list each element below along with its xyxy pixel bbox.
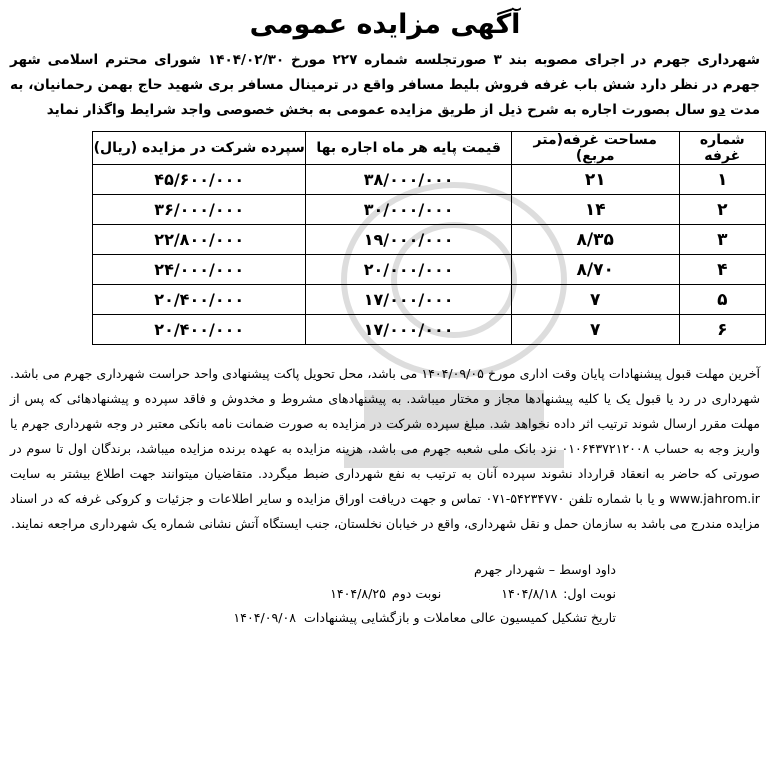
table-row xyxy=(93,315,766,345)
intro-paragraph xyxy=(4,48,766,123)
booth-number: ۶ xyxy=(679,315,765,345)
booth-number: ۵ xyxy=(679,285,765,315)
booth-deposit: ۳۶/۰۰۰/۰۰۰ xyxy=(93,195,306,225)
header-deposit: سپرده شرکت در مزایده (ریال) xyxy=(93,132,306,165)
booth-area: ۱۴ xyxy=(511,195,679,225)
advertisement-page xyxy=(4,0,766,765)
first-publication-date: ۱۴۰۴/۸/۱۸ xyxy=(501,586,558,601)
booth-area: ۸/۳۵ xyxy=(511,225,679,255)
second-publication-label: نوبت دوم xyxy=(391,586,442,601)
header-area: مساحت غرفه(متر مربع) xyxy=(511,132,679,165)
booth-area: ۲۱ xyxy=(511,165,679,195)
conditions-text-2: و یا با شماره تلفن ۵۴۲۳۴۷۷۰-۰۷۱ تماس و جهت دریافت اوراق مزایده و سایر اطلاعات و جزئیات و کروکی غرفه که در اسناد مزایده مندرج می باشد به سازمان حمل و نقل شهرداری، واقع در خیابان نخلستان، جنب ایستگاه آتش نشانی شماره یک شهرداری مراجعه نمایند. xyxy=(10,491,760,531)
second-publication-date: ۱۴۰۴/۸/۲۵ xyxy=(330,586,386,601)
commission-label: تاریخ تشکیل کمیسیون عالی معاملات و بازگشایی پیشنهادات xyxy=(304,610,616,625)
table-header-row xyxy=(93,132,766,165)
commission-date-row xyxy=(4,606,616,630)
header-booth-number: شماره غرفه xyxy=(679,132,765,165)
commission-date: ۱۴۰۴/۰۹/۰۸ xyxy=(233,610,297,625)
conditions-text-1: آخرین مهلت قبول پیشنهادات پایان وقت اداری مورخ ۱۴۰۴/۰۹/۰۵ می باشد، محل تحویل پاکت پیشنهادی واحد حراست شهرداری جهرم می باشد. شهرداری در رد یا قبول یک یا کلیه پیشنهادها مجاز و مختار میباشد. به پیشنهادهای مشروط و مخدوش و فاقد سپرده و پیشنهادهائی که پس از مهلت مقرر ارسال شوند ترتیب اثر داده نخواهد شد. مبلغ سپرده شرکت در مزایده به صورت ضمانت نامه بانکی معتبر در وجه شهرداری جهرم یا واریز وجه به حساب ۰۱۰۶۴۳۷۲۱۲۰۰۸ نزد بانک ملی شعبه جهرم می باشد، هزینه مزایده به عهده برنده مزایده میباشد، برندگان اول تا سوم در صورتی که حاضر به انعقاد قرارداد نشوند سپرده آنان به ترتیب به نفع شهرداری ضبط میگردد. متقاضیان میتوانند جهت اطلاع بیشتر به سایت xyxy=(10,366,760,481)
booth-number: ۲ xyxy=(679,195,765,225)
booth-rent: ۱۷/۰۰۰/۰۰۰ xyxy=(306,285,511,315)
booth-rent: ۳۰/۰۰۰/۰۰۰ xyxy=(306,195,511,225)
intro-text-2: سال بصورت اجاره به شرح ذیل از طریق مزایده عمومی به بخش خصوصی واجد شرایط واگذار نماید xyxy=(46,102,706,118)
mayor-signature: داود اوسط – شهردار جهرم xyxy=(473,562,616,577)
signature-block xyxy=(4,558,766,630)
table-row xyxy=(93,195,766,225)
booth-rent: ۱۷/۰۰۰/۰۰۰ xyxy=(306,315,511,345)
booth-deposit: ۴۵/۶۰۰/۰۰۰ xyxy=(93,165,306,195)
booth-rent: ۲۰/۰۰۰/۰۰۰ xyxy=(306,255,511,285)
booth-number: ۳ xyxy=(679,225,765,255)
table-row xyxy=(93,165,766,195)
first-publication-label: نوبت اول: xyxy=(563,586,616,601)
table-row xyxy=(93,255,766,285)
booth-area: ۷ xyxy=(511,315,679,345)
booth-deposit: ۲۰/۴۰۰/۰۰۰ xyxy=(93,315,306,345)
booth-number: ۴ xyxy=(679,255,765,285)
booth-deposit: ۲۰/۴۰۰/۰۰۰ xyxy=(93,285,306,315)
booth-deposit: ۲۴/۰۰۰/۰۰۰ xyxy=(93,255,306,285)
table-row xyxy=(93,285,766,315)
booth-number: ۱ xyxy=(679,165,765,195)
booth-deposit: ۲۲/۸۰۰/۰۰۰ xyxy=(93,225,306,255)
conditions-paragraph xyxy=(4,361,766,536)
booth-area: ۸/۷۰ xyxy=(511,255,679,285)
publication-dates xyxy=(4,582,616,606)
booth-area: ۷ xyxy=(511,285,679,315)
website-link[interactable]: www.jahrom.ir xyxy=(669,491,760,506)
page-title: آگهی مزایده عمومی xyxy=(249,9,521,40)
intro-text-1: شهرداری جهرم در اجرای مصوبه بند ۳ صورتجلسه شماره ۲۲۷ مورخ ۱۴۰۴/۰۲/۳۰ شورای محترم اسلامی شهر جهرم در نظر دارد شش باب غرفه فروش بلیط مسافر واقع در ترمینال مسافر بری شهید حاج بهمن رحمانیان، به مدت xyxy=(10,52,761,118)
booth-rent: ۱۹/۰۰۰/۰۰۰ xyxy=(306,225,511,255)
booth-rent: ۳۸/۰۰۰/۰۰۰ xyxy=(306,165,511,195)
header-rent: قیمت پایه هر ماه اجاره بها xyxy=(306,132,511,165)
intro-duration: دو xyxy=(709,102,726,118)
booths-table xyxy=(92,131,766,345)
table-row xyxy=(93,225,766,255)
